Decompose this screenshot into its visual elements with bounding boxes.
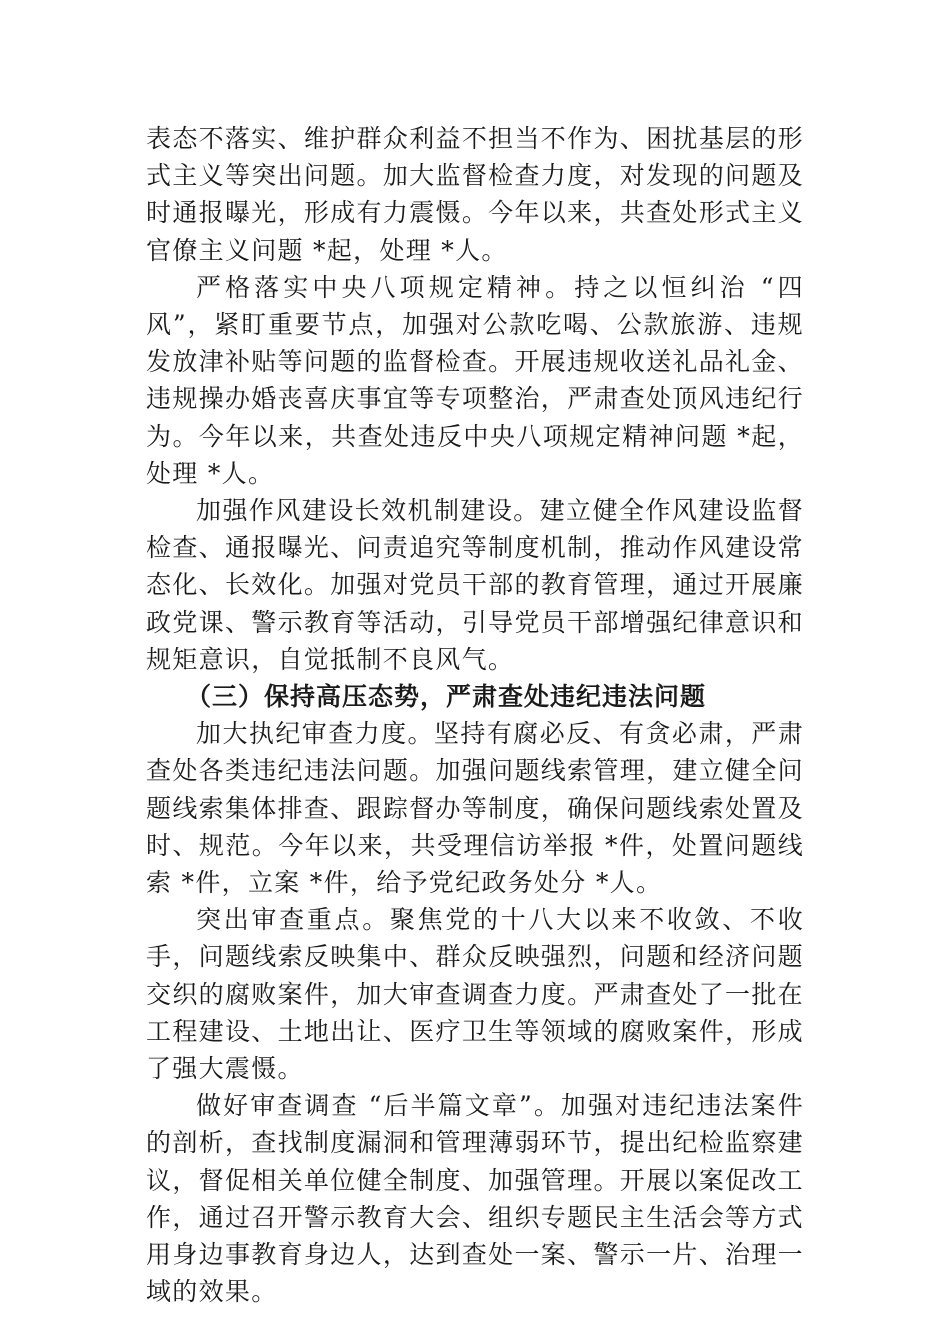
paragraph-6: 做好审查调查 “后半篇文章”。加强对违纪违法案件的剖析，查找制度漏洞和管理薄弱环节，提出纪检监察建议，督促相关单位健全制度、加强管理。开展以案促改工作，通过召开警示教育大会、组织专题民主生活会等方式用身边事教育身边人，达到查处一案、警示一片、治理一域的效果。 bbox=[146, 1091, 804, 1307]
section-heading: （三）保持高压态势，严肃查处违纪违法问题 bbox=[186, 682, 707, 712]
paragraph-2: 严格落实中央八项规定精神。持之以恒纠治 “四风”，紧盯重要节点，加强对公款吃喝、公款旅游、违规发放津补贴等问题的监督检查。开展违规收送礼品礼金、违规操办婚丧喜庆事宜等专项整治，严肃查处顶风违纪行为。今年以来，共查处违反中央八项规定精神问题 *起，处理 *人。 bbox=[146, 272, 804, 488]
paragraph-1: 表态不落实、维护群众利益不担当不作为、困扰基层的形式主义等突出问题。加大监督检查力度，对发现的问题及时通报曝光，形成有力震慑。今年以来，共查处形式主义官僚主义问题 *起，处理 *人。 bbox=[146, 124, 804, 265]
paragraph-5: 突出审查重点。聚焦党的十八大以来不收敛、不收手，问题线索反映集中、群众反映强烈，问题和经济问题交织的腐败案件，加大审查调查力度。严肃查处了一批在工程建设、土地出让、医疗卫生等领域的腐败案件，形成了强大震慑。 bbox=[146, 905, 804, 1084]
paragraph-3: 加强作风建设长效机制建设。建立健全作风建设监督检查、通报曝光、问责追究等制度机制，推动作风建设常态化、长效化。加强对党员干部的教育管理，通过开展廉政党课、警示教育等活动，引导党员干部增强纪律意识和规矩意识，自觉抵制不良风气。 bbox=[146, 496, 804, 674]
paragraph-4: 加大执纪审查力度。坚持有腐必反、有贪必肃，严肃查处各类违纪违法问题。加强问题线索管理，建立健全问题线索集体排查、跟踪督办等制度，确保问题线索处置及时、规范。今年以来，共受理信访举报 *件，处置问题线索 *件，立案 *件，给予党纪政务处分 *人。 bbox=[146, 719, 804, 898]
document-body bbox=[146, 120, 804, 1311]
